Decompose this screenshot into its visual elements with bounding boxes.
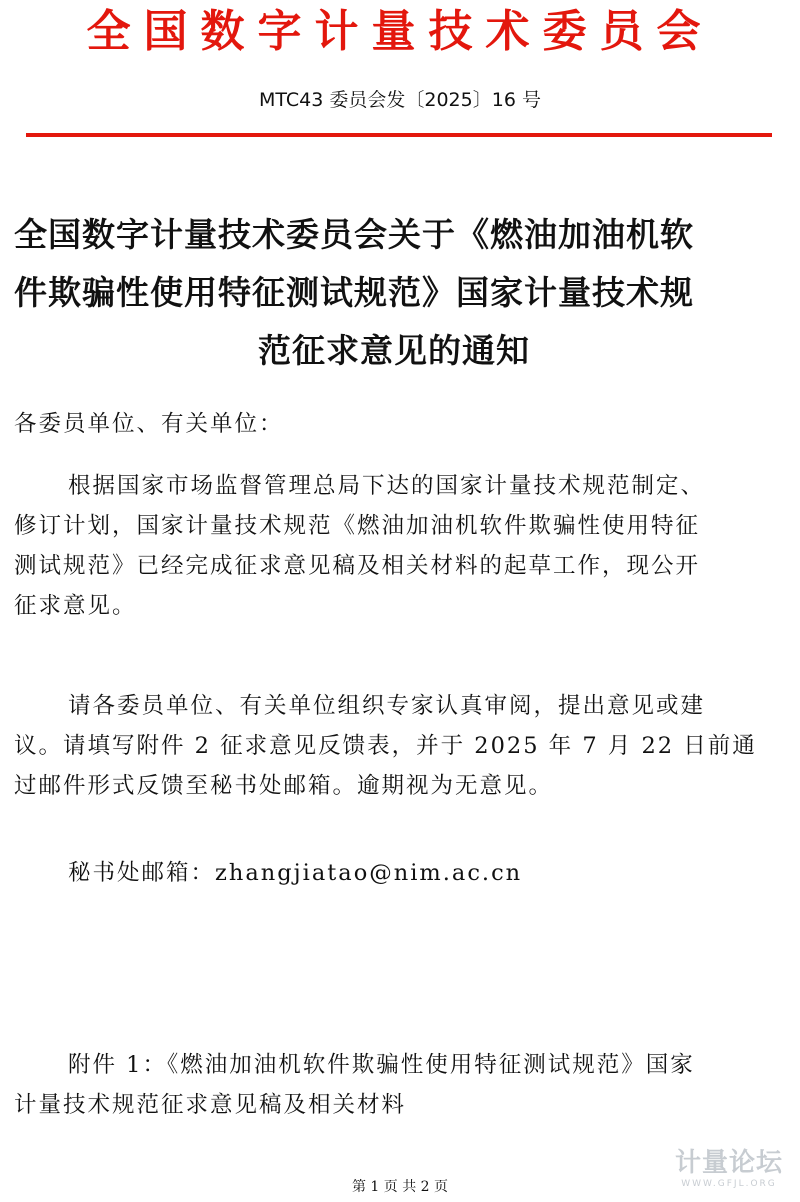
paragraph-line: 征求意见。 <box>14 593 137 619</box>
paragraph-line: 测试规范》已经完成征求意见稿及相关材料的起草工作，现公开 <box>14 553 701 579</box>
attachment-list <box>14 1045 784 1125</box>
paragraph-line: 根据国家市场监督管理总局下达的国家计量技术规范制定、 <box>68 473 706 499</box>
paragraph-line: 过邮件形式反馈至秘书处邮箱。逾期视为无意见。 <box>14 773 554 799</box>
title-line: 件欺骗性使用特征测试规范》国家计量技术规 <box>14 273 694 312</box>
watermark-url: WWW.GFJL.ORG <box>681 1179 777 1189</box>
red-divider-rule <box>26 133 772 137</box>
salutation-text: 各委员单位、有关单位： <box>14 411 284 437</box>
secretariat-email <box>14 853 784 893</box>
notice-title <box>14 206 774 380</box>
paragraph-line: 请各委员单位、有关单位组织专家认真审阅，提出意见或建 <box>68 693 706 719</box>
paragraph-line: 修订计划，国家计量技术规范《燃油加油机软件欺骗性使用特征 <box>14 513 701 539</box>
site-watermark <box>664 1148 794 1190</box>
page-number-footer: 第 1 页 共 2 页 <box>351 1179 449 1195</box>
attachment-line: 计量技术规范征求意见稿及相关材料 <box>14 1092 407 1118</box>
paragraph-background <box>14 466 784 626</box>
paragraph-line: 议。请填写附件 2 征求意见反馈表，并于 2025 年 7 月 22 日前通 <box>14 733 757 759</box>
title-line: 全国数字计量技术委员会关于《燃油加油机软 <box>14 215 694 254</box>
email-line: 秘书处邮箱：zhangjiatao@nim.ac.cn <box>68 860 523 886</box>
document-number: MTC43 委员会发〔2025〕16 号 <box>259 89 541 111</box>
title-line: 范征求意见的通知 <box>258 331 530 370</box>
salutation <box>14 404 784 444</box>
watermark-title: 计量论坛 <box>674 1148 783 1178</box>
masthead-organization: 全国数字计量技术委员会 <box>86 6 714 57</box>
paragraph-request <box>14 686 784 806</box>
attachment-line: 附件 1：《燃油加油机软件欺骗性使用特征测试规范》国家 <box>68 1052 695 1078</box>
